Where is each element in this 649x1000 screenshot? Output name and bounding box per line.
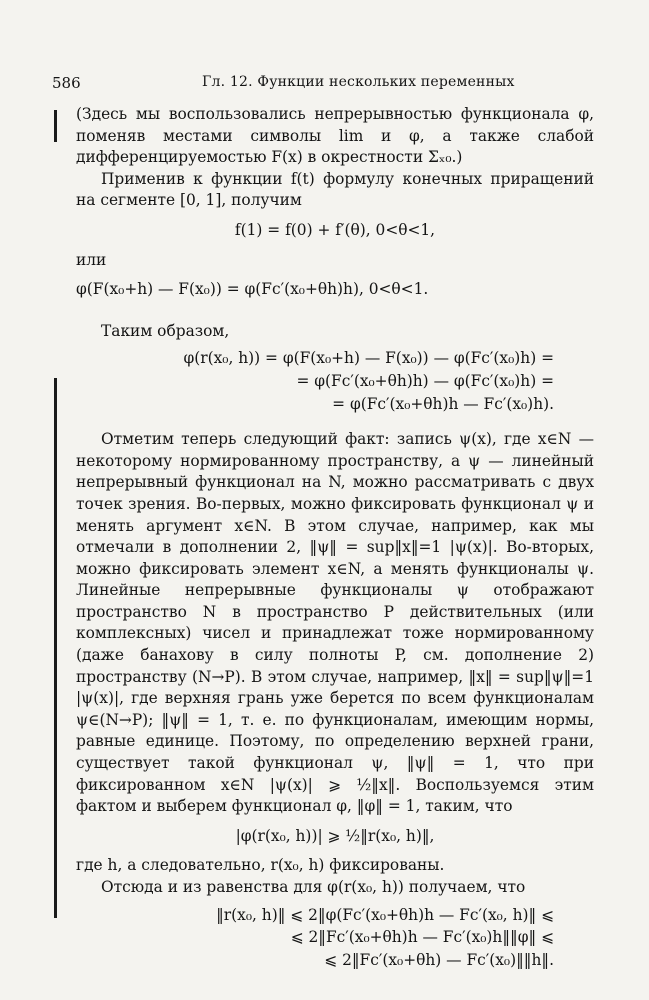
equation-mean-value: f(1) = f(0) + f′(θ), 0<θ<1,	[234, 220, 436, 239]
equation-final-line-2: ⩽ 2‖Fc′(x₀+θh)h — Fc′(x₀)h‖‖φ‖ ⩽	[290, 928, 554, 947]
equation-remainder-line-1: φ(r(x₀, h)) = φ(F(x₀+h) — F(x₀)) — φ(Fc′(x₀)h) =	[183, 349, 554, 368]
running-title: Гл. 12. Функции нескольких переменных	[202, 74, 515, 90]
paragraph-thus: Таким образом,	[101, 321, 230, 340]
equation-final-block	[76, 905, 594, 972]
equation-functional-increment: φ(F(x₀+h) — F(x₀)) = φ(Fc′(x₀+θh)h), 0<θ<1.	[76, 280, 429, 299]
equation-final-line-1: ‖r(x₀, h)‖ ⩽ 2‖φ(Fc′(x₀+θh)h — Fc′(x₀, h)‖ ⩽	[216, 905, 554, 924]
equation-remainder-line-3: = φ(Fc′(x₀+θh)h — Fc′(x₀)h).	[332, 394, 554, 413]
margin-rule-top	[54, 110, 57, 142]
equation-remainder-line-2: = φ(Fc′(x₀+θh)h) — φ(Fc′(x₀)h) =	[296, 371, 554, 390]
margin-rule-main	[54, 378, 57, 918]
word-or: или	[76, 250, 107, 269]
paragraph-two-viewpoints: Отметим теперь следующий факт: запись ψ(x), где x∈N — некоторому нормированному пространству, а ψ — линейный непрерывный функционал на N, можно рассматривать с двух точек зрения. Во-первых, можно фиксировать функционал ψ и менять аргумент x∈N. В этом случае, например, как мы отмечали в дополнении 2, ‖ψ‖ = sup‖x‖=1 |ψ(x)|. Во-вторых, можно фиксировать элемент x∈N, а менять функционалы ψ. Линейные непрерывные функционалы ψ отображают пространство N в пространство P действительных (или комплексных) чисел и принадлежат тоже нормированному (даже банахову в силу полноты P, см. дополнение 2) пространству (N→P). В этом случае, например, ‖x‖ = sup‖ψ‖=1 |ψ(x)|, где верхняя грань уже берется по всем функционалам ψ∈(N→P); ‖ψ‖ = 1, т. е. по функционалам, имеющим нормы, равные единице. Поэтому, по определению верхней грани, существует такой функционал ψ, ‖ψ‖ = 1, что при фиксированном x∈N |ψ(x)| ⩾ ½‖x‖. Воспользуемся этим фактом и выберем функционал φ, ‖φ‖ = 1, таким, что	[76, 430, 594, 816]
equation-norm-estimate: |φ(r(x₀, h))| ⩾ ½‖r(x₀, h)‖,	[235, 826, 435, 845]
paragraph-fixed: где h, а следовательно, r(x₀, h) фиксированы.	[76, 856, 445, 875]
paragraph-note: (Здесь мы воспользовались непрерывностью функционала φ, поменяв местами символы lim и φ, а также слабой дифференцируемостью F(x) в окрестности Σₓ₀.)	[76, 105, 594, 167]
page-body	[76, 104, 594, 977]
equation-remainder-block	[76, 348, 594, 415]
page-header	[52, 74, 597, 96]
page-number: 586	[52, 74, 81, 92]
paragraph-finite-increments: Применив к функции f(t) формулу конечных приращений на сегменте [0, 1], получим	[76, 169, 594, 210]
equation-final-line-3: ⩽ 2‖Fc′(x₀+θh) — Fc′(x₀)‖‖h‖.	[324, 950, 554, 969]
paragraph-hence: Отсюда и из равенства для φ(r(x₀, h)) получаем, что	[101, 878, 526, 896]
